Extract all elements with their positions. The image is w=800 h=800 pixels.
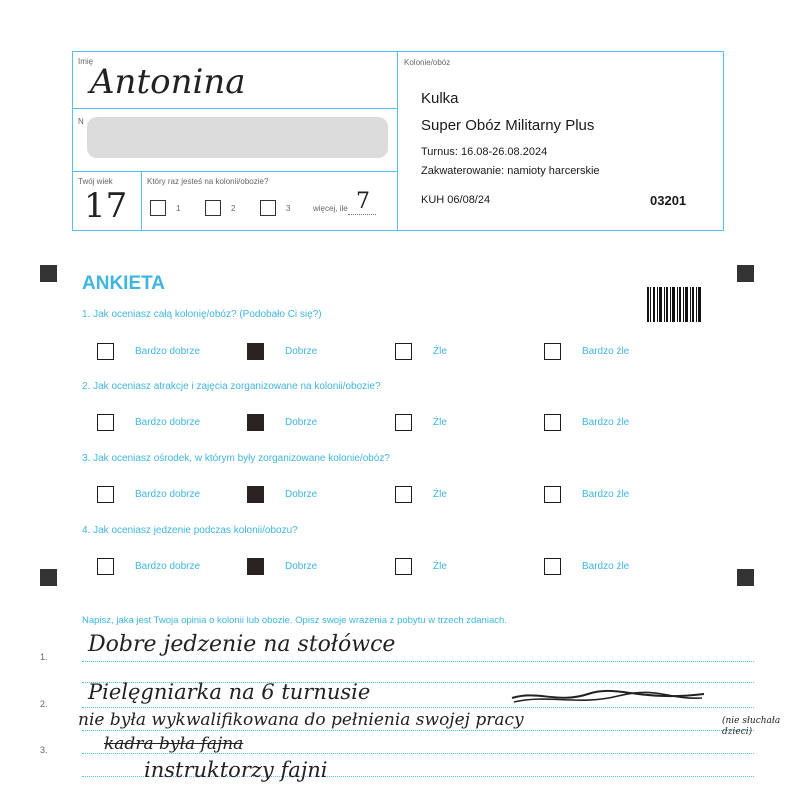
q2-checkbox-bardzo-zle[interactable] [544, 414, 561, 431]
survey-title: ANKIETA [82, 273, 166, 294]
form-divider-v2 [141, 171, 142, 231]
corner-marker-br [737, 569, 754, 586]
times-more-value[interactable]: 7 [356, 189, 370, 214]
answer-line-2b [82, 730, 754, 731]
scribble-crossout-1 [508, 686, 708, 708]
answer-line-2-text-b[interactable]: nie była wykwalifikowana do pełnienia swojej pracy [78, 710, 524, 730]
turnus-value: 16.08-26.08.2024 [460, 146, 548, 158]
surname-label: N [78, 117, 84, 126]
q2-option-dobrze: Dobrze [285, 417, 318, 428]
times-checkbox-1[interactable] [150, 200, 166, 216]
q4-option-bardzo-zle: Bardzo źle [582, 561, 630, 572]
surname-redacted [87, 117, 388, 158]
q4-checkbox-dobrze[interactable] [247, 558, 264, 575]
camp-label: Kolonie/obóz [404, 58, 451, 67]
form-divider-vertical [397, 51, 398, 231]
times-checkbox-2[interactable] [205, 200, 221, 216]
answer-line-2-note[interactable]: (nie słuchała dzieci) [722, 716, 781, 737]
q4-option-zle: Źle [433, 561, 447, 572]
camp-line1: Kulka [421, 90, 459, 107]
turnus-row [421, 146, 547, 158]
answer-line-1-text[interactable]: Dobre jedzenie na stołówce [88, 632, 396, 657]
q1-checkbox-dobrze[interactable] [247, 343, 264, 360]
form-code: 03201 [650, 193, 687, 208]
q4-checkbox-bardzo-dobrze[interactable] [97, 558, 114, 575]
answer-line-3-crossed[interactable]: kadra była fajna [104, 734, 244, 754]
kuh-code: KUH 06/08/24 [421, 194, 491, 206]
q3-option-zle: Źle [433, 489, 447, 500]
q1-option-bardzo-dobrze: Bardzo dobrze [135, 346, 201, 357]
q4-checkbox-bardzo-zle[interactable] [544, 558, 561, 575]
corner-marker-tr [737, 265, 754, 282]
times-option-2: 2 [231, 204, 236, 213]
name-label: Imię [78, 57, 94, 66]
times-option-3: 3 [286, 204, 291, 213]
corner-marker-bl [40, 569, 57, 586]
times-checkbox-3[interactable] [260, 200, 276, 216]
name-value[interactable]: Antonina [90, 62, 246, 102]
barcode-icon [647, 287, 702, 322]
opinion-prompt: Napisz, jaka jest Twoja opinia o kolonii lub obozie. Opisz swoje wrażenia z pobytu w trzech zdaniach. [82, 615, 507, 626]
age-label: Twój wiek [78, 177, 113, 186]
q3-option-bardzo-dobrze: Bardzo dobrze [135, 489, 201, 500]
age-value[interactable]: 17 [84, 186, 128, 226]
q1-checkbox-bardzo-dobrze[interactable] [97, 343, 114, 360]
times-label: Który raz jesteś na kolonii/obozie? [147, 177, 269, 186]
q3-checkbox-bardzo-zle[interactable] [544, 486, 561, 503]
line-number-2: 2. [40, 699, 48, 709]
times-more-line [348, 214, 376, 215]
q3-option-dobrze: Dobrze [285, 489, 318, 500]
q1-option-bardzo-zle: Bardzo źle [582, 346, 630, 357]
q3-option-bardzo-zle: Bardzo źle [582, 489, 630, 500]
form-divider-h1 [72, 108, 397, 109]
turnus-label: Turnus: [421, 146, 458, 158]
accom-row [421, 165, 600, 177]
q3-checkbox-zle[interactable] [395, 486, 412, 503]
q1-option-zle: Źle [433, 346, 447, 357]
accom-value: namioty harcerskie [507, 165, 600, 177]
question-3: 3. Jak oceniasz ośrodek, w którym były zorganizowane kolonie/obóz? [82, 453, 390, 464]
question-1: 1. Jak oceniasz całą kolonię/obóz? (Podobało Ci się?) [82, 309, 322, 320]
q2-checkbox-bardzo-dobrze[interactable] [97, 414, 114, 431]
question-4: 4. Jak oceniasz jedzenie podczas kolonii/obozu? [82, 525, 298, 536]
form-divider-h2 [72, 171, 397, 172]
q2-checkbox-dobrze[interactable] [247, 414, 264, 431]
q2-option-bardzo-zle: Bardzo źle [582, 417, 630, 428]
times-more-label: więcej, ile [313, 204, 348, 213]
answer-line-1a [82, 661, 754, 662]
line-number-3: 3. [40, 745, 48, 755]
q1-checkbox-zle[interactable] [395, 343, 412, 360]
q1-checkbox-bardzo-zle[interactable] [544, 343, 561, 360]
q1-option-dobrze: Dobrze [285, 346, 318, 357]
times-option-1: 1 [176, 204, 181, 213]
answer-line-3-text[interactable]: instruktorzy fajni [144, 758, 328, 782]
question-2: 2. Jak oceniasz atrakcje i zajęcia zorganizowane na kolonii/obozie? [82, 381, 381, 392]
q4-option-dobrze: Dobrze [285, 561, 318, 572]
camp-line2: Super Obóz Militarny Plus [421, 117, 595, 134]
q3-checkbox-dobrze[interactable] [247, 486, 264, 503]
q2-option-bardzo-dobrze: Bardzo dobrze [135, 417, 201, 428]
answer-line-2-text-a[interactable]: Pielęgniarka na 6 turnusie [88, 680, 371, 704]
q2-checkbox-zle[interactable] [395, 414, 412, 431]
q3-checkbox-bardzo-dobrze[interactable] [97, 486, 114, 503]
corner-marker-tl [40, 265, 57, 282]
q4-checkbox-zle[interactable] [395, 558, 412, 575]
line-number-1: 1. [40, 652, 48, 662]
q2-option-zle: Źle [433, 417, 447, 428]
q4-option-bardzo-dobrze: Bardzo dobrze [135, 561, 201, 572]
accom-label: Zakwaterowanie: [421, 165, 505, 177]
